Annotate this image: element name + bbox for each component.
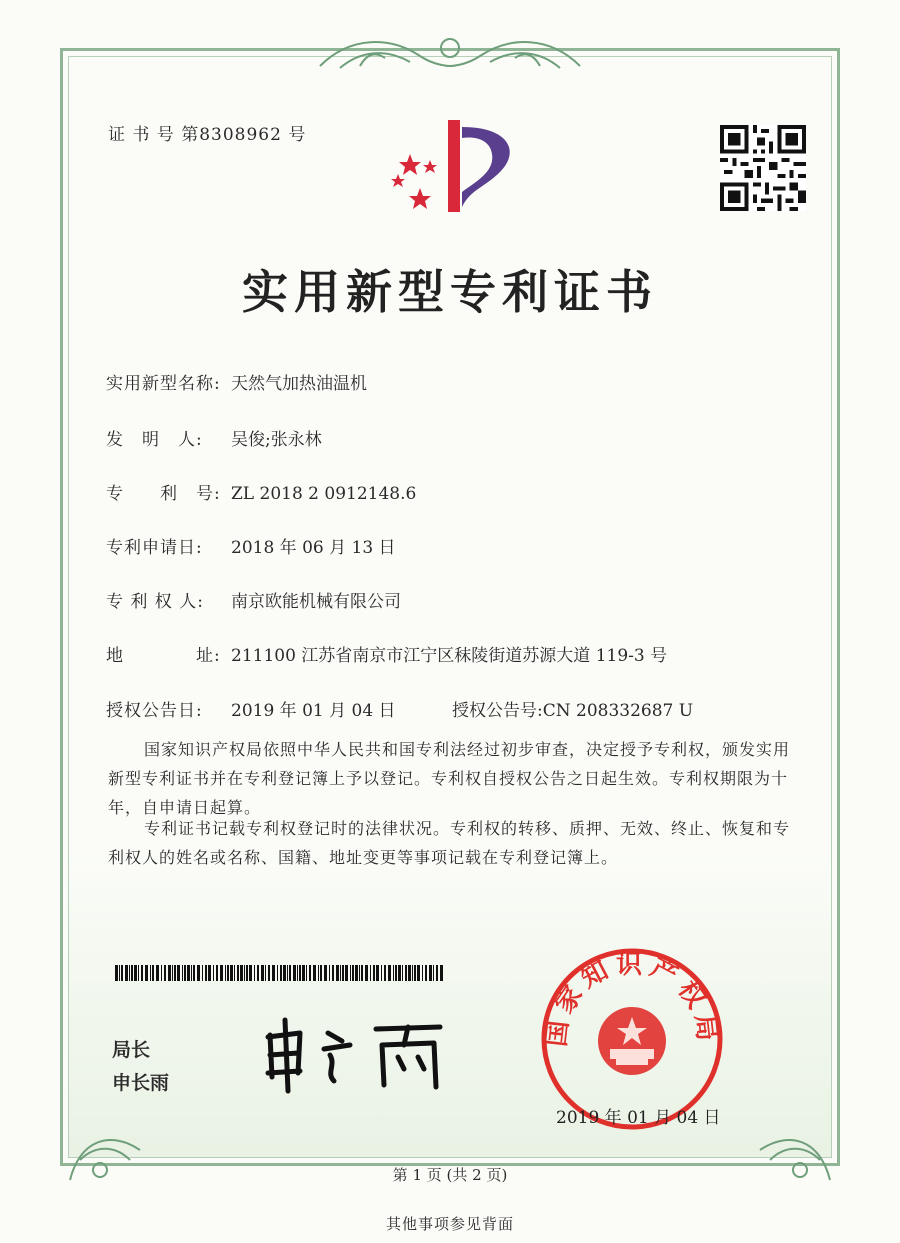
field-value: 211100 江苏省南京市江宁区秣陵街道苏源大道 119-3 号 — [231, 646, 668, 666]
certificate-title: 实用新型专利证书 — [242, 265, 658, 319]
field-value: 天然气加热油温机 — [231, 374, 367, 394]
signatory-name: 申长雨 — [112, 1072, 170, 1094]
field-label: 地 址: — [106, 646, 221, 666]
field-value: 2019 年 01 月 04 日 — [231, 701, 396, 721]
field-application-date — [106, 533, 396, 558]
field-utility-model-name — [106, 369, 367, 394]
top-ornament-icon — [300, 26, 600, 86]
svg-text:国家知识产权局: 国家知识产权局 — [541, 949, 723, 1049]
certificate-number: 证 书 号 第8308962 号 — [108, 125, 307, 145]
field-label: 实用新型名称: — [106, 374, 221, 394]
qr-code-icon — [720, 125, 806, 211]
field-grant-date — [106, 696, 396, 721]
barcode-icon — [115, 965, 445, 981]
seal-date: 2019 年 01 月 04 日 — [556, 1108, 721, 1128]
field-patentee — [106, 587, 401, 612]
field-label: 专 利 权 人: — [106, 592, 204, 612]
field-value: 2018 年 06 月 13 日 — [231, 538, 396, 558]
signatory-title: 局长 — [112, 1039, 151, 1061]
field-value: ZL 2018 2 0912148.6 — [231, 484, 417, 504]
field-address — [106, 641, 667, 666]
field-label: 发 明 人: — [106, 430, 203, 450]
field-label: 专利申请日: — [106, 538, 203, 558]
field-value: 吴俊;张永林 — [231, 430, 322, 450]
field-label: 专 利 号: — [106, 484, 221, 504]
field-grant-number — [452, 696, 693, 721]
field-label: 授权公告号: — [452, 701, 543, 721]
cnipa-logo-icon — [380, 112, 530, 222]
field-value: CN 208332687 U — [542, 701, 694, 721]
handwritten-signature — [258, 1015, 458, 1095]
field-value: 南京欧能机械有限公司 — [231, 592, 401, 612]
footer-note: 其他事项参见背面 — [385, 1215, 514, 1233]
field-patent-number — [106, 479, 416, 504]
field-inventor — [106, 425, 322, 450]
paragraph-legal-status: 专利证书记载专利权登记时的法律状况。专利权的转移、质押、无效、终止、恢复和专利权人的姓名或名称、国籍、地址变更等事项记载在专利登记簿上。 — [108, 819, 791, 867]
paragraph-grant-statement: 国家知识产权局依照中华人民共和国专利法经过初步审查，决定授予专利权，颁发实用新型专利证书并在专利登记簿上予以登记。专利权自授权公告之日起生效。专利权期限为十年，自申请日起算。 — [108, 740, 791, 817]
field-label: 授权公告日: — [106, 701, 203, 721]
page-number: 第 1 页 (共 2 页) — [392, 1166, 508, 1184]
